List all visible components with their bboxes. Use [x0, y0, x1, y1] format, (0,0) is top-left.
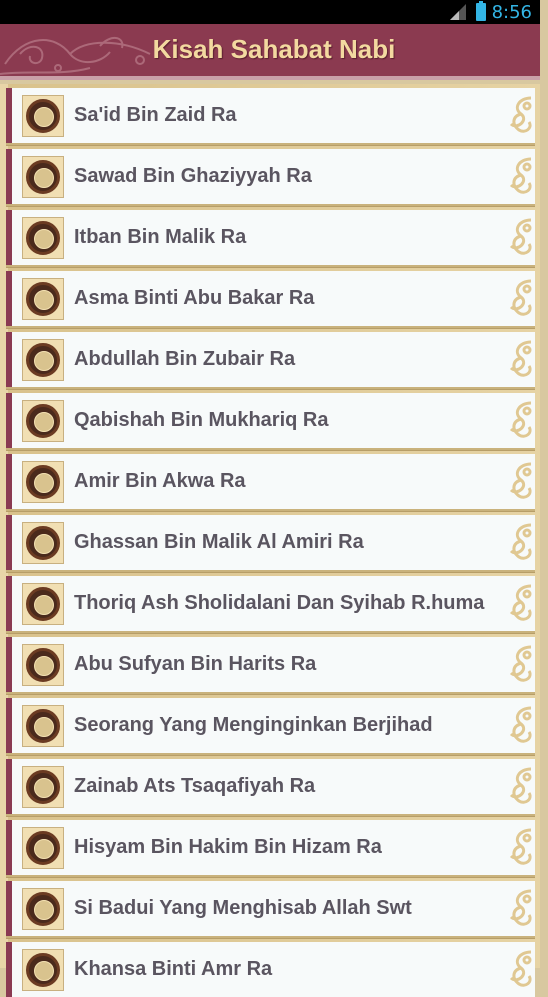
kaaba-thumbnail-icon [22, 461, 64, 503]
kaaba-thumbnail-icon [22, 95, 64, 137]
swirl-ornament-icon [507, 460, 535, 502]
list-item-label: Ghassan Bin Malik Al Amiri Ra [74, 531, 364, 553]
list-item-label: Thoriq Ash Sholidalani Dan Syihab R.huma [74, 592, 485, 614]
list-item[interactable] [6, 698, 535, 753]
list-item-label: Zainab Ats Tsaqafiyah Ra [74, 775, 316, 797]
list-item[interactable] [6, 759, 535, 814]
swirl-ornament-icon [507, 704, 535, 746]
swirl-ornament-icon [507, 826, 535, 868]
swirl-ornament-icon [507, 765, 535, 807]
swirl-ornament-icon [507, 155, 535, 197]
list-item[interactable] [6, 820, 535, 875]
thumbnail-disc [26, 160, 60, 194]
list-item[interactable] [6, 637, 535, 692]
swirl-ornament-icon [507, 887, 535, 929]
list-item-label: Sawad Bin Ghaziyyah Ra [74, 165, 312, 187]
list-item[interactable] [6, 515, 535, 570]
page-title: Kisah Sahabat Nabi [152, 34, 396, 64]
kaaba-thumbnail-icon [22, 217, 64, 259]
thumbnail-disc [26, 892, 60, 926]
swirl-ornament-icon [507, 399, 535, 441]
clock: 8:56 [491, 2, 532, 23]
kaaba-thumbnail-icon [22, 949, 64, 991]
list-item[interactable] [6, 393, 535, 448]
thumbnail-disc [26, 221, 60, 255]
kaaba-thumbnail-icon [22, 522, 64, 564]
kaaba-thumbnail-icon [22, 705, 64, 747]
swirl-ornament-icon [507, 521, 535, 563]
thumbnail-disc [26, 282, 60, 316]
thumbnail-disc [26, 709, 60, 743]
swirl-ornament-icon [507, 582, 535, 624]
thumbnail-disc [26, 404, 60, 438]
battery-icon [476, 3, 486, 21]
kaaba-thumbnail-icon [22, 766, 64, 808]
list-item-label: Abdullah Bin Zubair Ra [74, 348, 296, 370]
kaaba-thumbnail-icon [22, 888, 64, 930]
list-item-label: Khansa Binti Amr Ra [74, 958, 273, 980]
list-item-label: Amir Bin Akwa Ra [74, 470, 246, 492]
kaaba-thumbnail-icon [22, 278, 64, 320]
list-item[interactable] [6, 881, 535, 936]
list-item[interactable] [6, 271, 535, 326]
list-item[interactable] [6, 332, 535, 387]
list-item[interactable] [6, 210, 535, 265]
kaaba-thumbnail-icon [22, 339, 64, 381]
kaaba-thumbnail-icon [22, 400, 64, 442]
thumbnail-disc [26, 648, 60, 682]
thumbnail-disc [26, 526, 60, 560]
signal-icon [450, 4, 466, 20]
swirl-ornament-icon [507, 94, 535, 136]
list-item[interactable] [6, 576, 535, 631]
list-item-label: Hisyam Bin Hakim Bin Hizam Ra [74, 836, 382, 858]
list-item-label: Asma Binti Abu Bakar Ra [74, 287, 315, 309]
kaaba-thumbnail-icon [22, 827, 64, 869]
swirl-ornament-icon [507, 338, 535, 380]
thumbnail-disc [26, 99, 60, 133]
app-header [0, 24, 540, 80]
thumbnail-disc [26, 465, 60, 499]
kaaba-thumbnail-icon [22, 644, 64, 686]
list-item-label: Qabishah Bin Mukhariq Ra [74, 409, 329, 431]
list-item[interactable] [6, 149, 535, 204]
thumbnail-disc [26, 587, 60, 621]
kaaba-thumbnail-icon [22, 583, 64, 625]
swirl-ornament-icon [507, 643, 535, 685]
list-item-label: Si Badui Yang Menghisab Allah Swt [74, 897, 412, 919]
thumbnail-disc [26, 343, 60, 377]
list-item-label: Itban Bin Malik Ra [74, 226, 247, 248]
swirl-ornament-icon [507, 948, 535, 990]
story-list[interactable] [0, 84, 540, 980]
thumbnail-disc [26, 770, 60, 804]
swirl-ornament-icon [507, 216, 535, 258]
list-item[interactable] [6, 88, 535, 143]
list-item-label: Sa'id Bin Zaid Ra [74, 104, 237, 126]
kaaba-thumbnail-icon [22, 156, 64, 198]
list-item[interactable] [6, 942, 535, 997]
list-item-label: Seorang Yang Menginginkan Berjihad [74, 714, 433, 736]
thumbnail-disc [26, 953, 60, 987]
swirl-ornament-icon [507, 277, 535, 319]
thumbnail-disc [26, 831, 60, 865]
list-item-label: Abu Sufyan Bin Harits Ra [74, 653, 317, 675]
status-bar [0, 0, 540, 24]
list-item[interactable] [6, 454, 535, 509]
